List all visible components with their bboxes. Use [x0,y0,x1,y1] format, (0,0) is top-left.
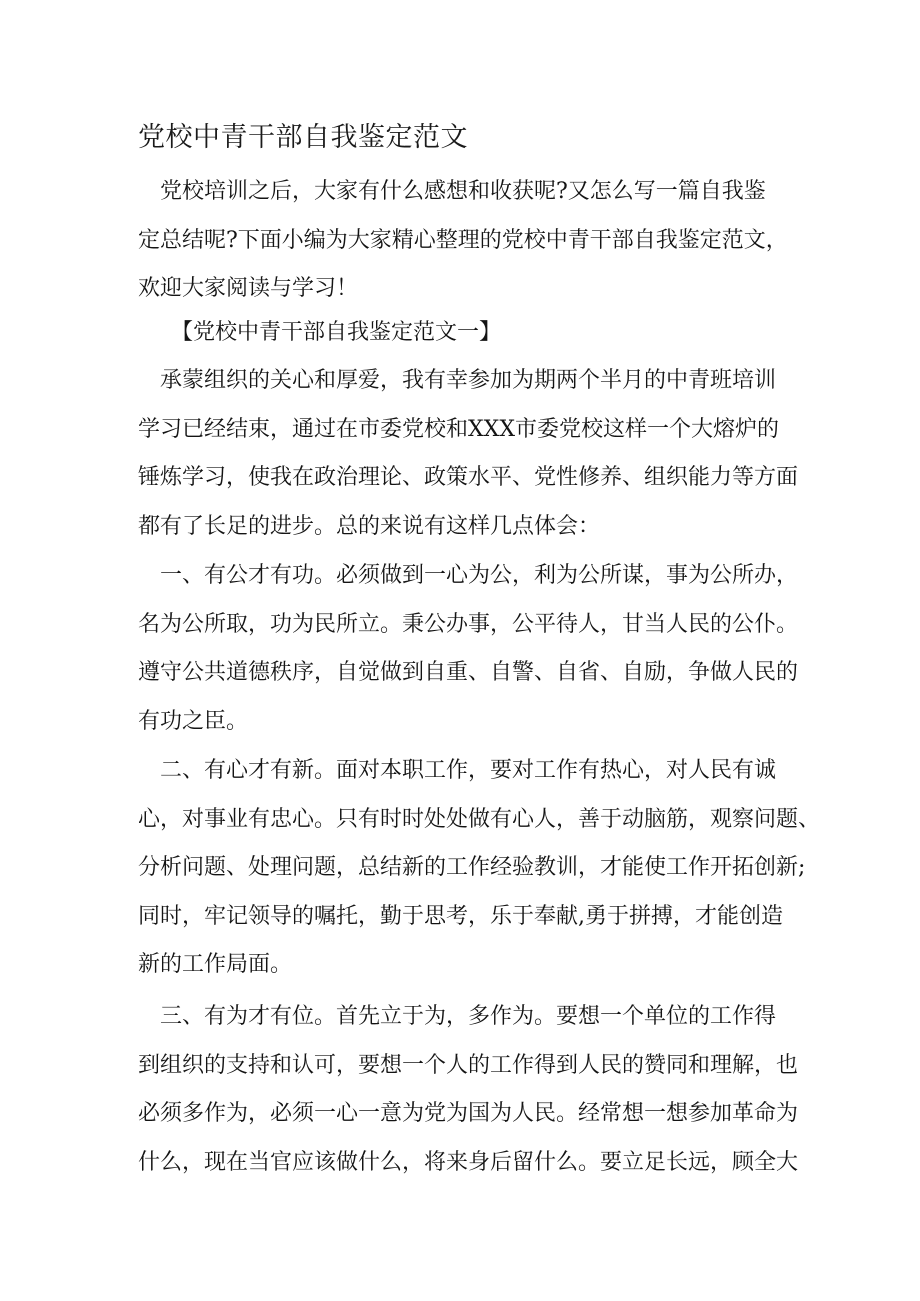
body-paragraph-2 [138,552,799,746]
body-paragraph-4 [138,993,799,1187]
text-line: 同时，牢记领导的嘱托，勤于思考，乐于奉献,勇于拼搏，才能创造 [138,903,783,929]
text-line: 承蒙组织的关心和厚爱，我有幸参加为期两个半月的中青班培训 [138,368,777,393]
text-line: 必须多作为，必须一心一意为党为国为人民。经常想一想参加革命为 [138,1101,799,1126]
text-line: 学习已经结束，通过在市委党校和XXX市委党校这样一个大熔炉的 [138,416,779,442]
text-line: 有功之臣。 [138,708,249,734]
text-line: 到组织的支持和认可，要想一个人的工作得到人民的赞同和理解，也 [138,1052,799,1078]
text-line: 分析问题、处理问题，总结新的工作经验教训，才能使工作开拓创新; [138,855,806,880]
text-line: 心，对事业有忠心。只有时时处处做有心人，善于动脑筋，观察问题、 [138,806,821,832]
text-line: 定总结呢?下面小编为大家精心整理的党校中青干部自我鉴定范文， [138,227,788,253]
text-line: 党校培训之后，大家有什么感想和收获呢?又怎么写一篇自我鉴 [138,179,766,204]
text-line: 遵守公共道德秩序，自觉做到自重、自警、自省、自励，争做人民的 [138,660,799,685]
body-paragraph-3 [138,747,821,990]
text-line: 二、有心才有新。面对本职工作，要对工作有热心，对人民有诚 [138,758,777,783]
body-paragraph-1 [138,357,799,551]
document-title: 党校中青干部自我鉴定范文 [138,122,468,153]
text-line: 一、有公才有功。必须做到一心为公，利为公所谋，事为公所办， [138,563,799,588]
intro-paragraph [138,168,788,314]
text-line: 都有了长足的进步。总的来说有这样几点体会： [138,513,601,539]
text-line: 新的工作局面。 [138,952,293,977]
text-line: 名为公所取，功为民所立。秉公办事，公平待人，甘当人民的公仆。 [138,611,799,637]
section-heading [138,309,788,358]
section-heading-text: 【党校中青干部自我鉴定范文一】 [138,320,502,345]
text-line: 欢迎大家阅读与学习！ [138,276,359,301]
text-line: 什么，现在当官应该做什么，将来身后留什么。要立足长远，顾全大 [138,1149,799,1175]
text-line: 锤炼学习，使我在政治理论、政策水平、党性修养、组织能力等方面 [138,465,799,490]
text-line: 三、有为才有位。首先立于为，多作为。要想一个单位的工作得 [138,1004,777,1029]
